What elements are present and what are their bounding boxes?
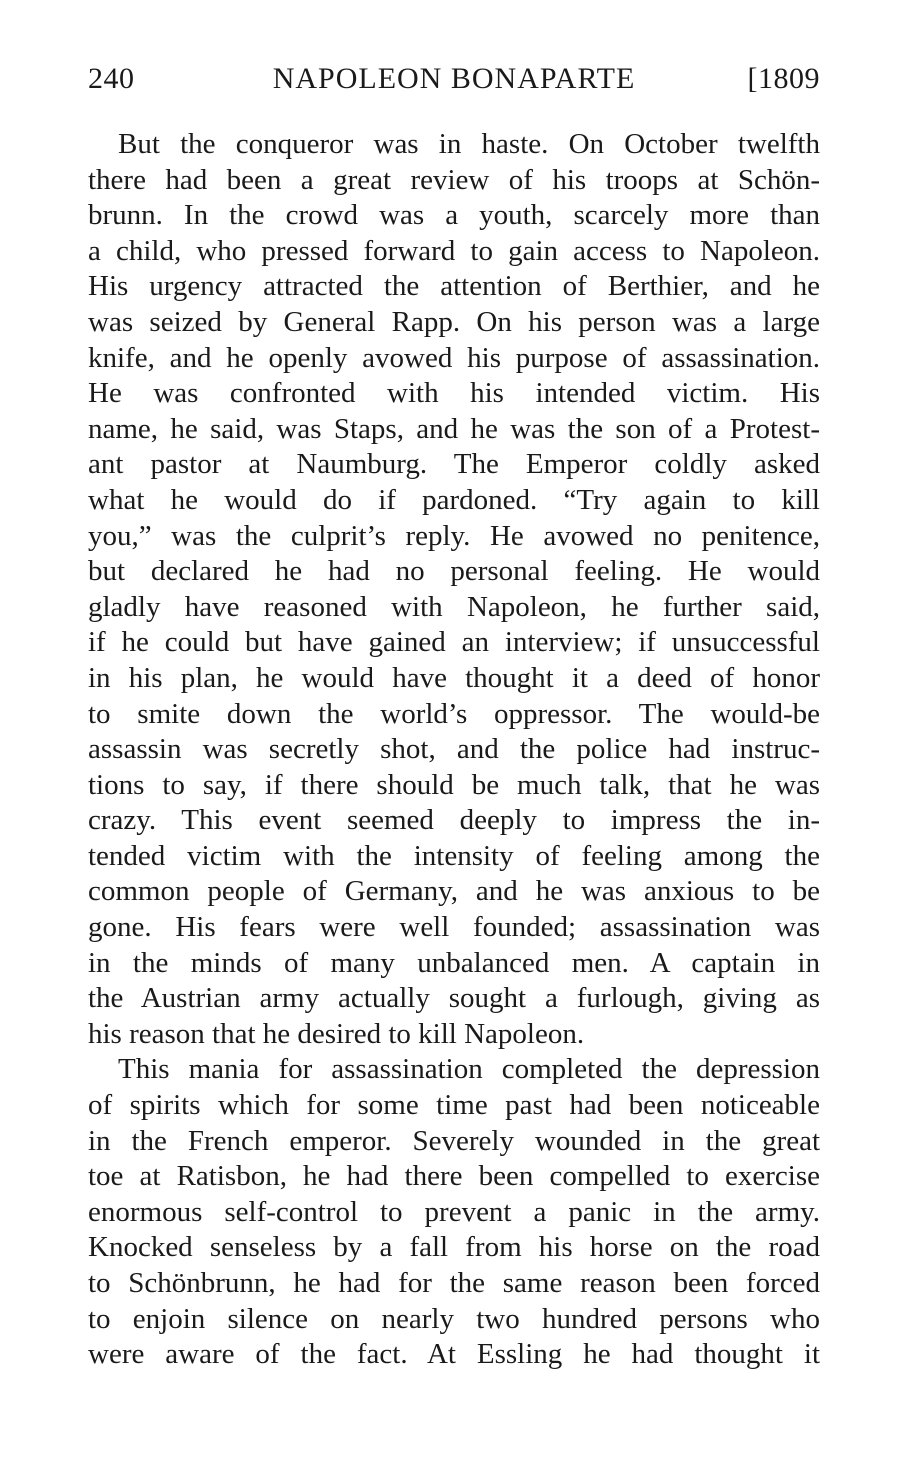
text-line: Knocked senseless by a fall from his horse on the road	[88, 1231, 820, 1264]
text-line: to enjoin silence on nearly two hundred persons who	[88, 1302, 820, 1335]
text-line: This mania for assassination completed the depression	[118, 1053, 820, 1086]
paragraph	[88, 127, 820, 1052]
text-line: his reason that he desired to kill Napoleon.	[88, 1017, 585, 1050]
body-text	[88, 127, 820, 1373]
text-line: in the French emperor. Severely wounded in the great	[88, 1124, 820, 1157]
running-head	[88, 62, 820, 102]
chapter-year: [1809	[747, 62, 820, 95]
text-line: of spirits which for some time past had been noticeable	[88, 1089, 820, 1122]
text-line: assassin was secretly shot, and the police had instruc-	[88, 733, 820, 766]
text-line: enormous self-control to prevent a panic in the army.	[88, 1195, 820, 1228]
text-line: name, he said, was Staps, and he was the son of a Protest-	[88, 412, 820, 445]
text-line: gladly have reasoned with Napoleon, he further said,	[88, 590, 820, 623]
paragraph	[88, 1052, 820, 1372]
text-line: common people of Germany, and he was anxious to be	[88, 875, 820, 908]
text-line: His urgency attracted the attention of Berthier, and he	[88, 270, 820, 303]
page-number: 240	[88, 62, 135, 95]
text-line: but declared he had no personal feeling. He would	[88, 555, 820, 588]
text-line: a child, who pressed forward to gain access to Napoleon.	[88, 234, 820, 267]
text-line: there had been a great review of his troops at Schön-	[88, 163, 820, 196]
text-line: gone. His fears were well founded; assassination was	[88, 911, 820, 944]
text-line: to smite down the world’s oppressor. The would-be	[88, 697, 820, 730]
book-page	[88, 0, 820, 1459]
text-line: in the minds of many unbalanced men. A captain in	[88, 946, 820, 979]
text-line: the Austrian army actually sought a furlough, giving as	[88, 982, 820, 1015]
text-line: you,” was the culprit’s reply. He avowed no penitence,	[88, 519, 820, 552]
book-title: NAPOLEON BONAPARTE	[272, 62, 636, 95]
text-line: toe at Ratisbon, he had there been compelled to exercise	[88, 1160, 820, 1193]
text-line: were aware of the fact. At Essling he had thought it	[88, 1338, 820, 1371]
text-line: knife, and he openly avowed his purpose of assassination.	[88, 341, 820, 374]
text-line: He was confronted with his intended victim. His	[88, 377, 820, 410]
text-line: what he would do if pardoned. “Try again to kill	[88, 483, 820, 516]
text-line: to Schönbrunn, he had for the same reason been forced	[88, 1267, 820, 1299]
text-line: in his plan, he would have thought it a deed of honor	[88, 661, 820, 694]
text-line: ant pastor at Naumburg. The Emperor coldly asked	[88, 448, 820, 481]
text-line: tended victim with the intensity of feeling among the	[88, 839, 820, 872]
text-line: crazy. This event seemed deeply to impress the in-	[88, 804, 820, 837]
text-line: if he could but have gained an interview; if unsuccessful	[88, 626, 820, 659]
text-line: was seized by General Rapp. On his person was a large	[88, 305, 820, 338]
text-line: But the conqueror was in haste. On October twelfth	[118, 128, 820, 160]
text-line: brunn. In the crowd was a youth, scarcely more than	[88, 199, 820, 232]
text-line: tions to say, if there should be much talk, that he was	[88, 768, 820, 801]
